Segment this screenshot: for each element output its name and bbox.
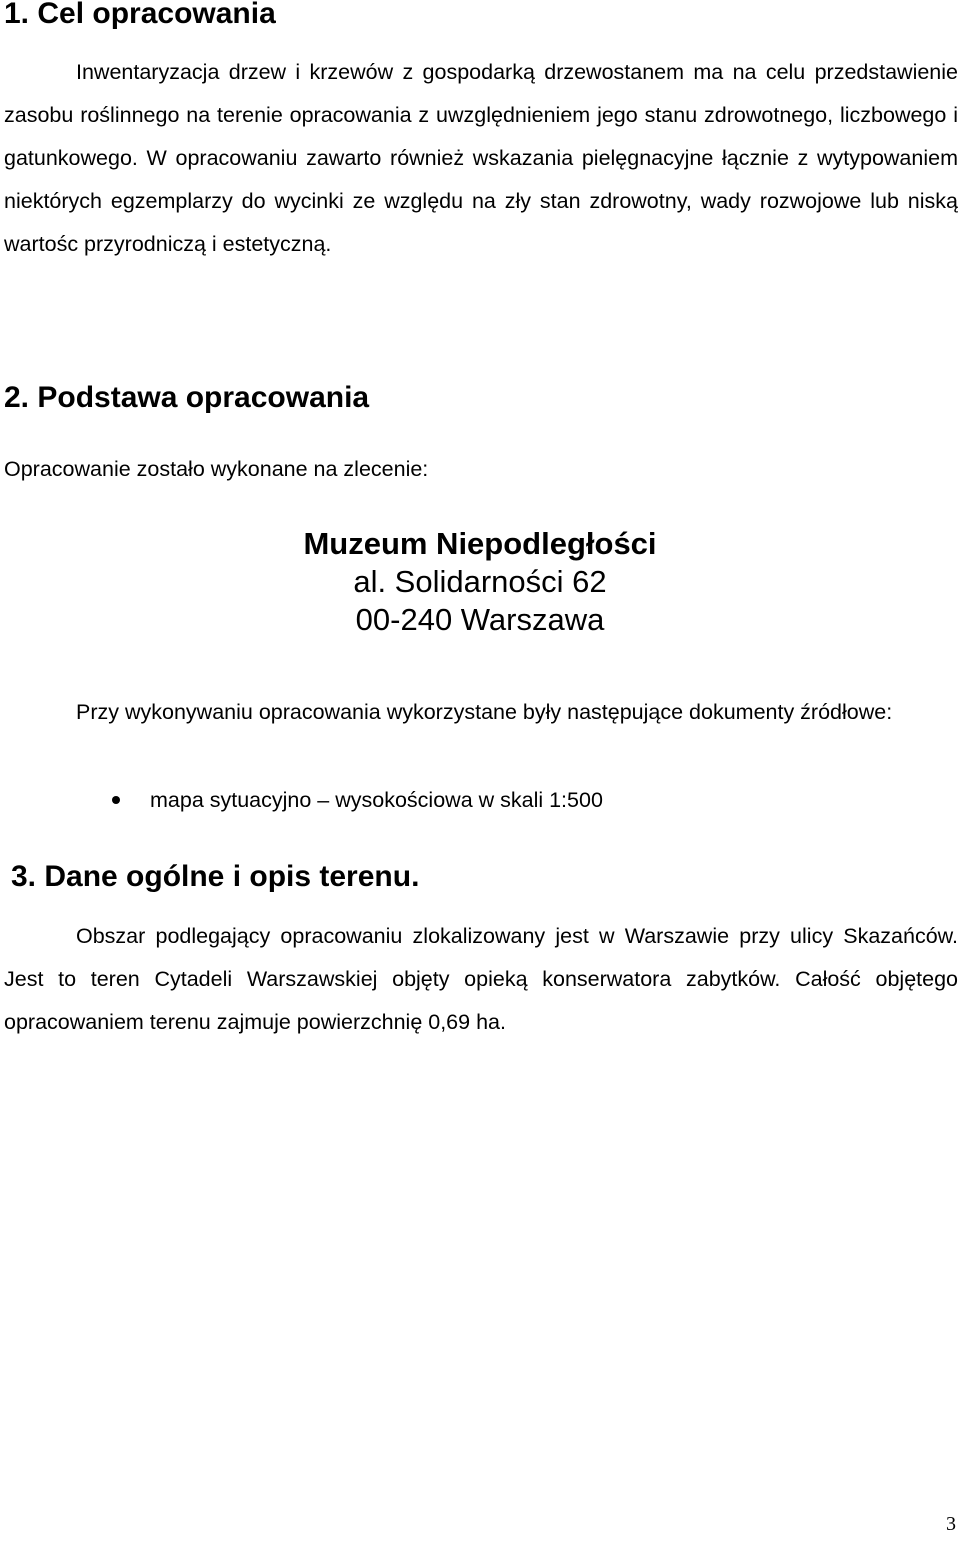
client-name: Muzeum Niepodległości xyxy=(303,526,657,561)
sources-intro-text: Przy wykonywaniu opracowania wykorzystane były następujące dokumenty źródłowe: xyxy=(76,700,893,724)
section-3-paragraph-text: Obszar podlegający opracowaniu zlokalizowany jest w Warszawie przy ulicy Skazańców. Jest to teren Cytadeli Warszawskiej objęty opieką konserwatora zabytków. Całość objętego opracowaniem terenu zajmuje powierzchnię 0,69 ha. xyxy=(4,924,958,1034)
sources-intro xyxy=(4,691,958,734)
section-3-paragraph xyxy=(4,915,958,1044)
page-number: 3 xyxy=(946,1513,956,1535)
bullet-icon xyxy=(112,796,120,804)
section-2-intro: Opracowanie zostało wykonane na zlecenie: xyxy=(4,457,429,481)
section-1-heading: 1. Cel opracowania xyxy=(4,0,276,30)
client-street: al. Solidarności 62 xyxy=(353,564,607,599)
client-city: 00-240 Warszawa xyxy=(355,602,605,637)
source-document: mapa sytuacyjno – wysokościowa w skali 1:500 xyxy=(150,788,603,812)
section-3-heading: 3. Dane ogólne i opis terenu. xyxy=(11,860,420,893)
section-2-heading: 2. Podstawa opracowania xyxy=(4,381,370,414)
client-address xyxy=(0,525,960,639)
section-1-paragraph-text: Inwentaryzacja drzew i krzewów z gospodarką drzewostanem ma na celu przedstawienie zasobu roślinnego na terenie opracowania z uwzględnieniem jego stanu zdrowotnego, liczbowego i gatunkowego. W opracowaniu zawarto również wskazania pielęgnacyjne łącznie z wytypowaniem niektórych egzemplarzy do wycinki ze względu na zły stan zdrowotny, wady rozwojowe lub niską wartośc przyrodniczą i estetyczną. xyxy=(4,60,958,256)
section-1-paragraph xyxy=(4,51,958,266)
